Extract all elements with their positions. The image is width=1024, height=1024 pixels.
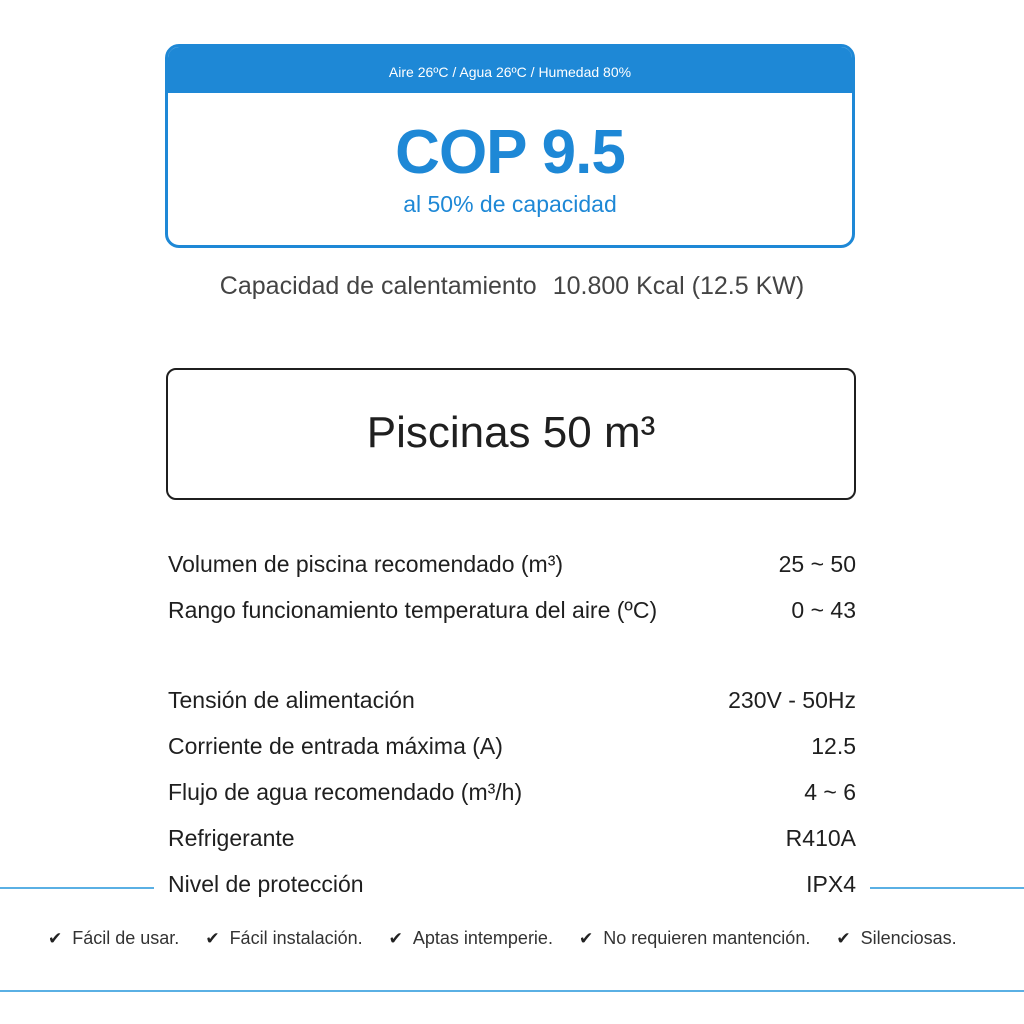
feature-label: Fácil de usar.	[72, 928, 180, 948]
feature-label: Aptas intemperie.	[412, 928, 553, 948]
specs-group-1	[168, 541, 856, 633]
cop-conditions: Aire 26ºC / Agua 26ºC / Humedad 80%	[168, 47, 852, 93]
capacity-label: Capacidad de calentamiento	[219, 272, 537, 300]
pool-size-label: Piscinas 50 m³	[366, 408, 656, 457]
spec-value: R410A	[785, 825, 856, 851]
check-icon: ✔	[48, 928, 63, 948]
cop-card	[165, 44, 855, 248]
spec-value: 230V - 50Hz	[728, 687, 856, 713]
spec-label: Flujo de agua recomendado (m³/h)	[168, 779, 523, 805]
spec-label: Nivel de protección	[168, 871, 364, 897]
spec-label: Corriente de entrada máxima (A)	[168, 733, 503, 759]
spec-label: Refrigerante	[168, 825, 295, 851]
spec-label: Tensión de alimentación	[168, 687, 415, 713]
spec-row	[168, 861, 856, 907]
spec-row	[168, 769, 856, 815]
divider-bottom	[0, 990, 1024, 992]
check-icon: ✔	[388, 928, 403, 948]
spec-row	[168, 541, 856, 587]
divider-right	[870, 887, 1024, 889]
specs-group-2	[168, 677, 856, 907]
capacity-value: 10.800 Kcal (12.5 KW)	[552, 272, 805, 300]
spec-value: 12.5	[811, 733, 856, 759]
heating-capacity	[0, 272, 1024, 301]
spec-value: 0 ~ 43	[791, 597, 856, 623]
check-icon: ✔	[578, 928, 594, 948]
spec-value: 25 ~ 50	[778, 551, 856, 577]
cop-value: COP 9.5	[395, 118, 625, 187]
features-list	[48, 928, 994, 949]
spec-row	[168, 587, 856, 633]
spec-row	[168, 815, 856, 861]
feature-item	[389, 928, 553, 949]
feature-label: Silenciosas.	[860, 928, 957, 948]
cop-subtitle: al 50% de capacidad	[403, 191, 617, 217]
feature-item	[836, 928, 956, 949]
feature-item	[579, 928, 810, 949]
spec-value: IPX4	[806, 871, 856, 897]
pool-size-card	[166, 368, 856, 500]
check-icon: ✔	[836, 928, 851, 948]
spec-value: 4 ~ 6	[804, 779, 856, 805]
feature-item	[205, 928, 362, 949]
spec-label: Rango funcionamiento temperatura del aire (ºC)	[168, 597, 658, 623]
spec-row	[168, 723, 856, 769]
feature-item	[48, 928, 179, 949]
spec-row	[168, 677, 856, 723]
feature-label: No requieren mantención.	[603, 928, 811, 948]
feature-label: Fácil instalación.	[229, 928, 363, 948]
check-icon: ✔	[205, 928, 220, 948]
divider-left	[0, 887, 154, 889]
spec-label: Volumen de piscina recomendado (m³)	[168, 551, 564, 577]
